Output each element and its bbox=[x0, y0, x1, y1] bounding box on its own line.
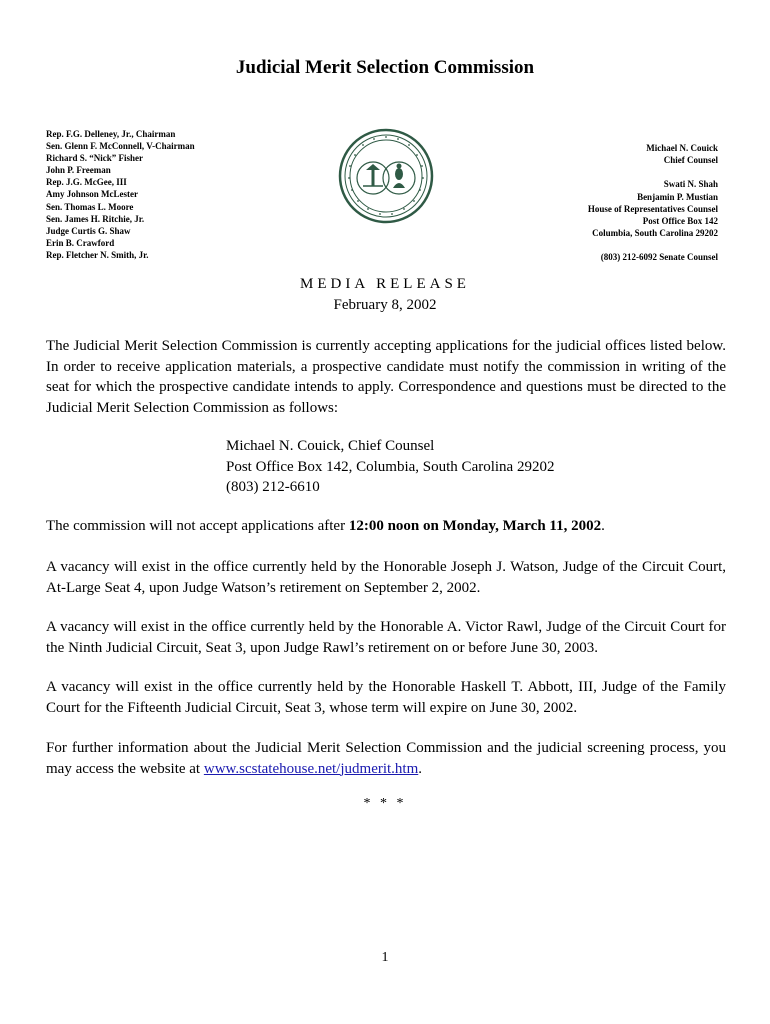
deadline-text: The commission will not accept applications after bbox=[46, 518, 349, 534]
website-link[interactable]: www.scstatehouse.net/judmerit.htm bbox=[203, 760, 419, 777]
further-info-text: For further information about the Judicial Merit Selection Commission and the judicial screening process, you may access the website at bbox=[46, 740, 726, 777]
member-name: Judge Curtis G. Shaw bbox=[46, 225, 131, 236]
address-line: (803) 212-6610 bbox=[226, 479, 320, 495]
commission-members-list bbox=[46, 128, 195, 261]
further-info-paragraph bbox=[46, 738, 726, 779]
phone-line: (803) 212-6092 Senate Counsel bbox=[600, 252, 718, 263]
member-name: Richard S. “Nick” Fisher bbox=[46, 153, 144, 164]
media-release-heading: MEDIA RELEASE bbox=[300, 276, 470, 292]
member-name: Erin B. Crawford bbox=[46, 237, 115, 248]
po-box: Post Office Box 142 bbox=[642, 216, 718, 227]
deadline-suffix: . bbox=[601, 518, 605, 534]
commission-staff-block bbox=[588, 142, 718, 264]
vacancy-paragraph-3: A vacancy will exist in the office currently held by the Honorable Haskell T. Abbott, III, Judge of the Family Court for the Fifteenth Judicial Circuit, Seat 3, whose term will expire on June 30, 2002. bbox=[46, 679, 726, 716]
address-line: Michael N. Couick, Chief Counsel bbox=[226, 438, 435, 454]
member-name: Amy Johnson McLester bbox=[46, 189, 138, 200]
member-name: Sen. Thomas L. Moore bbox=[46, 201, 134, 212]
member-name: Sen. Glenn F. McConnell, V-Chairman bbox=[46, 141, 195, 152]
contact-address bbox=[226, 436, 554, 498]
release-date: February 8, 2002 bbox=[333, 297, 437, 313]
section-break: * * * bbox=[363, 796, 407, 811]
page-title: Judicial Merit Selection Commission bbox=[235, 57, 535, 78]
state-seal-icon bbox=[338, 128, 434, 224]
member-name: Rep. J.G. McGee, III bbox=[46, 177, 127, 188]
member-name: Sen. James H. Ritchie, Jr. bbox=[46, 213, 145, 224]
deadline-date: 12:00 noon on Monday, March 11, 2002 bbox=[348, 518, 602, 534]
counsel-title: Chief Counsel bbox=[663, 155, 718, 166]
page-number: 1 bbox=[381, 950, 389, 965]
deadline-paragraph bbox=[46, 516, 726, 537]
address-line: Post Office Box 142, Columbia, South Carolina 29202 bbox=[226, 458, 555, 475]
member-name: John P. Freeman bbox=[46, 165, 111, 176]
counsel-name: Michael N. Couick bbox=[646, 143, 718, 153]
vacancy-paragraph-2: A vacancy will exist in the office currently held by the Honorable A. Victor Rawl, Judge of the Circuit Court for the Ninth Judicial Circuit, Seat 3, upon Judge Rawl’s retirement on or before June 30, 2003. bbox=[46, 619, 726, 656]
further-info-suffix: . bbox=[418, 760, 423, 777]
house-counsel-name-2: Benjamin P. Mustian bbox=[637, 191, 718, 202]
house-counsel-name: Swati N. Shah bbox=[663, 179, 718, 190]
vacancy-paragraph-1: A vacancy will exist in the office currently held by the Honorable Joseph J. Watson, Judge of the Circuit Court, At-Large Seat 4, upon Judge Watson’s retirement on September 2, 2002. bbox=[46, 559, 726, 596]
house-counsel-title: House of Representatives Counsel bbox=[587, 203, 718, 214]
intro-paragraph: The Judicial Merit Selection Commission is currently accepting applications for the judicial offices listed below. In order to receive application materials, a prospective candidate must notify the commission in writing of the seat for which the prospective candidate intends to apply. Correspondence and questions must be directed to the Judicial Merit Selection Commission as follows: bbox=[46, 338, 726, 416]
member-name: Rep. F.G. Delleney, Jr., Chairman bbox=[46, 129, 176, 139]
city-state: Columbia, South Carolina 29202 bbox=[592, 228, 718, 239]
member-name: Rep. Fletcher N. Smith, Jr. bbox=[46, 249, 149, 260]
